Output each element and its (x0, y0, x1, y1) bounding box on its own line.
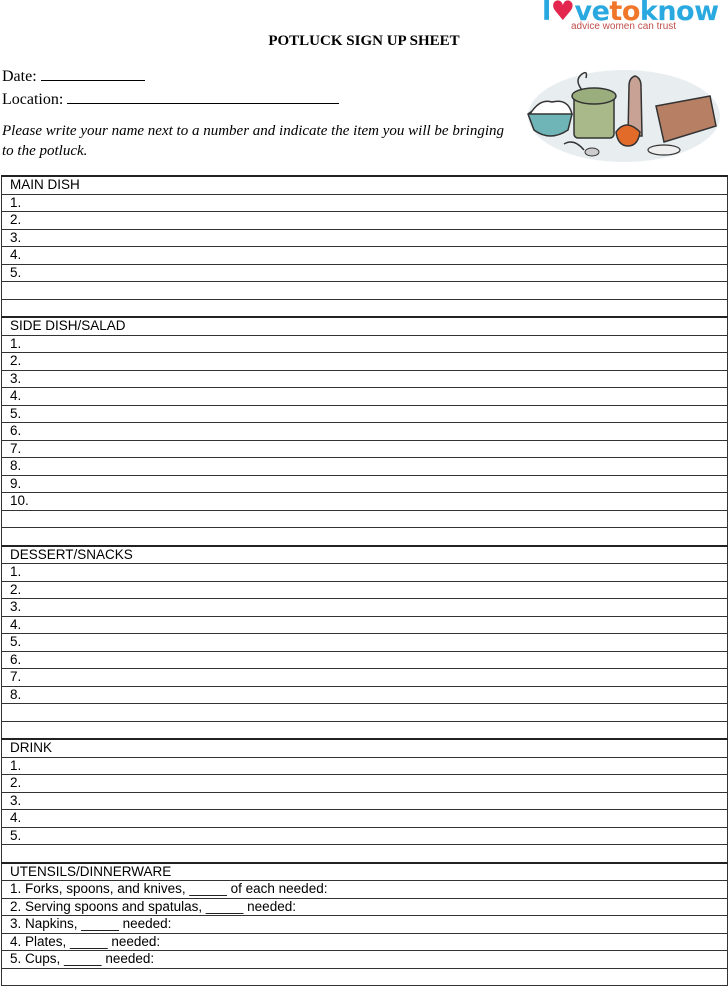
signup-row-cell[interactable]: 2. (2, 581, 728, 599)
blank-row (2, 845, 728, 863)
blank-row-cell[interactable] (2, 721, 728, 739)
section-header (2, 176, 728, 194)
signup-row (2, 335, 728, 353)
location-label: Location: (2, 91, 64, 108)
blank-row-cell[interactable] (2, 299, 728, 317)
signup-row (2, 264, 728, 282)
signup-row-cell[interactable]: 3. (2, 792, 728, 810)
signup-row (2, 247, 728, 265)
signup-row (2, 616, 728, 634)
date-field[interactable] (2, 66, 145, 86)
signup-row (2, 564, 728, 582)
signup-row (2, 388, 728, 406)
signup-row-cell[interactable]: 5. (2, 264, 728, 282)
signup-row-cell[interactable]: 4. (2, 810, 728, 828)
blank-row (2, 510, 728, 528)
signup-row-cell[interactable]: 1. (2, 564, 728, 582)
section-header-cell: DESSERT/SNACKS (2, 546, 728, 564)
signup-row (2, 775, 728, 793)
signup-row-cell[interactable]: 4. (2, 247, 728, 265)
section-header (2, 317, 728, 335)
blank-row-cell[interactable] (2, 528, 728, 546)
section-header-cell: UTENSILS/DINNERWARE (2, 863, 728, 881)
section-header (2, 739, 728, 757)
blank-row-cell[interactable] (2, 282, 728, 300)
signup-row-cell[interactable]: 3. (2, 229, 728, 247)
signup-row (2, 792, 728, 810)
signup-row (2, 933, 728, 951)
signup-row-cell[interactable]: 2. Serving spoons and spatulas, _____ needed: (2, 898, 728, 916)
location-field[interactable] (2, 89, 339, 109)
signup-row (2, 898, 728, 916)
signup-row-cell[interactable]: 1. (2, 194, 728, 212)
section-header (2, 546, 728, 564)
signup-row (2, 458, 728, 476)
signup-row-cell[interactable]: 4. (2, 388, 728, 406)
signup-row (2, 475, 728, 493)
blank-row (2, 721, 728, 739)
signup-row (2, 212, 728, 230)
signup-row (2, 599, 728, 617)
signup-row (2, 951, 728, 969)
blank-row-cell[interactable] (2, 845, 728, 863)
signup-row (2, 405, 728, 423)
signup-row-cell[interactable]: 4. (2, 616, 728, 634)
signup-row (2, 827, 728, 845)
signup-row-cell[interactable]: 1. Forks, spoons, and knives, _____ of each needed: (2, 881, 728, 899)
date-label: Date: (2, 68, 37, 85)
signup-row-cell[interactable]: 7. (2, 440, 728, 458)
blank-row (2, 299, 728, 317)
blank-row (2, 282, 728, 300)
signup-row-cell[interactable]: 10. (2, 493, 728, 511)
signup-row-cell[interactable]: 5. (2, 827, 728, 845)
logo-tagline: advice women can trust (571, 21, 677, 32)
blank-row-cell[interactable] (2, 510, 728, 528)
signup-row (2, 440, 728, 458)
signup-row-cell[interactable]: 2. (2, 212, 728, 230)
signup-row-cell[interactable]: 8. (2, 458, 728, 476)
signup-row-cell[interactable]: 2. (2, 353, 728, 371)
signup-row-cell[interactable]: 5. Cups, _____ needed: (2, 951, 728, 969)
signup-row-cell[interactable]: 3. Napkins, _____ needed: (2, 916, 728, 934)
potluck-food-illustration (524, 66, 720, 166)
signup-row (2, 916, 728, 934)
signup-row (2, 881, 728, 899)
instructions: Please write your name next to a number and indicate the item you will be bringing to the potluck. (2, 123, 504, 159)
signup-row-cell[interactable]: 5. (2, 405, 728, 423)
signup-row (2, 229, 728, 247)
signup-row (2, 810, 728, 828)
signup-row-cell[interactable]: 7. (2, 669, 728, 687)
signup-row (2, 686, 728, 704)
section-header-cell: SIDE DISH/SALAD (2, 317, 728, 335)
signup-row-cell[interactable]: 9. (2, 475, 728, 493)
page-title: POTLUCK SIGN UP SHEET (268, 33, 460, 49)
section-header (2, 863, 728, 881)
signup-row (2, 423, 728, 441)
signup-table (1, 175, 728, 986)
signup-row (2, 669, 728, 687)
section-header-cell: DRINK (2, 739, 728, 757)
signup-row (2, 634, 728, 652)
signup-row-cell[interactable]: 6. (2, 423, 728, 441)
signup-row (2, 194, 728, 212)
blank-row-cell[interactable] (2, 968, 728, 986)
blank-row-cell[interactable] (2, 704, 728, 722)
signup-row-cell[interactable]: 3. (2, 599, 728, 617)
blank-row (2, 968, 728, 986)
blank-row (2, 528, 728, 546)
signup-row-cell[interactable]: 6. (2, 651, 728, 669)
lovetoknow-logo: l♥vetoknow (542, 0, 719, 27)
signup-row-cell[interactable]: 1. (2, 335, 728, 353)
signup-row (2, 353, 728, 371)
signup-row (2, 370, 728, 388)
signup-row-cell[interactable]: 3. (2, 370, 728, 388)
section-header-cell: MAIN DISH (2, 176, 728, 194)
signup-row (2, 581, 728, 599)
signup-row-cell[interactable]: 8. (2, 686, 728, 704)
signup-row (2, 493, 728, 511)
signup-row (2, 651, 728, 669)
signup-row (2, 757, 728, 775)
signup-row-cell[interactable]: 4. Plates, _____ needed: (2, 933, 728, 951)
blank-row (2, 704, 728, 722)
signup-row-cell[interactable]: 5. (2, 634, 728, 652)
signup-row-cell[interactable]: 1. (2, 757, 728, 775)
signup-row-cell[interactable]: 2. (2, 775, 728, 793)
